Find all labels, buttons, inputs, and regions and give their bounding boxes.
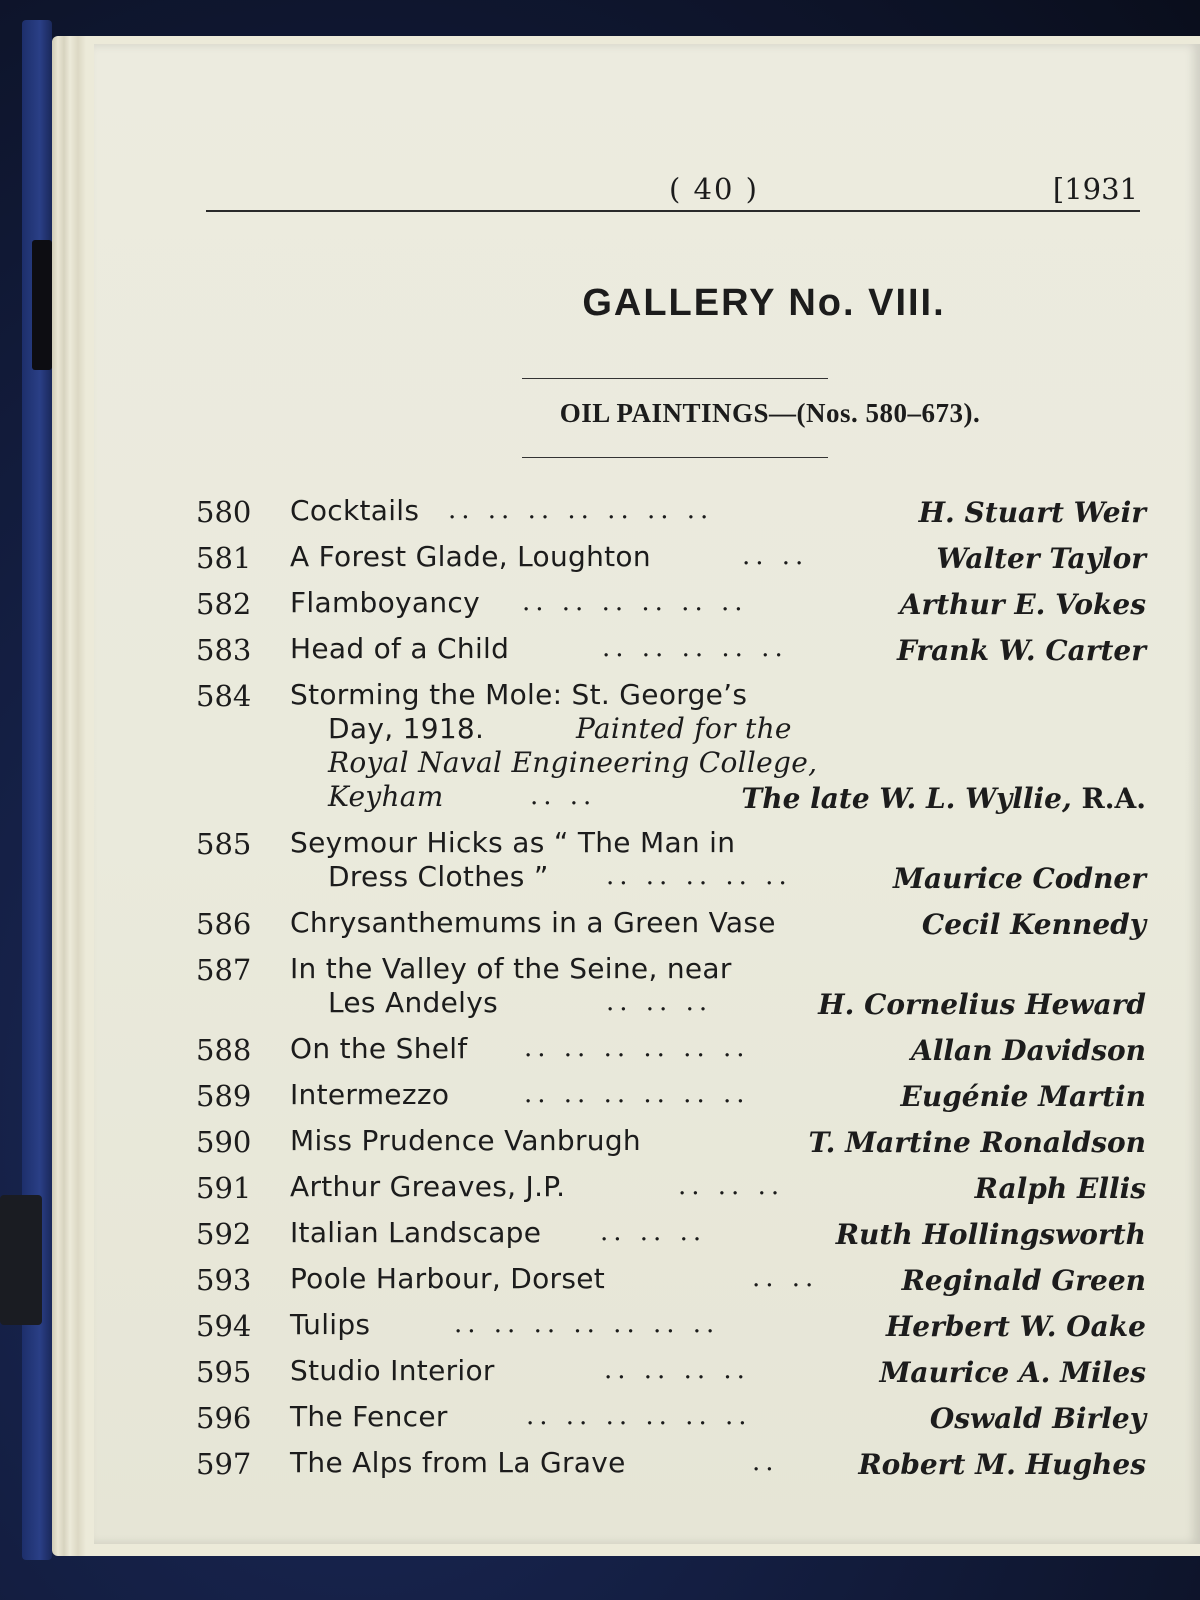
catalogue-entry: [196, 628, 1146, 674]
entry-title: Arthur Greaves, J.P.: [290, 1170, 566, 1203]
entry-title-note: Painted for the: [576, 712, 792, 745]
entry-number: 588: [196, 1033, 252, 1067]
entry-title: Head of a Child: [290, 632, 510, 665]
entry-number: 587: [196, 953, 252, 987]
entry-artist: H. Stuart Weir: [918, 496, 1146, 529]
catalogue-entry: [196, 582, 1146, 628]
dot-leader: .. .. ..: [606, 987, 713, 1017]
catalogue-page: [94, 44, 1200, 1544]
entry-number: 590: [196, 1125, 252, 1159]
entry-title: A Forest Glade, Loughton: [290, 540, 651, 573]
entry-number: 597: [196, 1447, 252, 1481]
entry-title: Tulips: [290, 1308, 371, 1341]
entry-artist: Ruth Hollingsworth: [835, 1218, 1146, 1251]
dot-leader: .. ..: [530, 781, 597, 811]
entry-artist: Cecil Kennedy: [921, 908, 1146, 941]
catalogue-entry: [196, 1442, 1146, 1488]
entry-title: The Fencer: [290, 1400, 448, 1433]
entry-artist: The late W. L. Wyllie, R.A.: [741, 782, 1146, 815]
entry-number: 596: [196, 1401, 252, 1435]
dot-leader: .. ..: [742, 541, 809, 571]
year-mark: [1931: [1052, 172, 1138, 206]
dot-leader: .. .. ..: [600, 1217, 707, 1247]
entry-artist: Maurice A. Miles: [879, 1356, 1146, 1389]
entry-number: 582: [196, 587, 252, 621]
entry-title-line: Day, 1918.: [328, 712, 485, 745]
artist-honour: R.A.: [1081, 782, 1146, 815]
catalogue-entry: [196, 1212, 1146, 1258]
dot-leader: .. .. ..: [678, 1171, 785, 1201]
entry-number: 593: [196, 1263, 252, 1297]
entry-number: 584: [196, 679, 252, 713]
catalogue-entry: [196, 674, 1146, 822]
entry-number: 586: [196, 907, 252, 941]
entry-title: On the Shelf: [290, 1032, 468, 1065]
dot-leader: .. .. .. .. .. ..: [526, 1401, 752, 1431]
entry-title: Italian Landscape: [290, 1216, 542, 1249]
entry-number: 595: [196, 1355, 252, 1389]
entry-number: 583: [196, 633, 252, 667]
section-subtitle: OIL PAINTINGS—(Nos. 580–673).: [559, 398, 981, 428]
entry-artist: Reginald Green: [901, 1264, 1146, 1297]
entry-title: Chrysanthemums in a Green Vase: [290, 906, 776, 939]
catalogue-entry: [196, 536, 1146, 582]
entry-artist: Herbert W. Oake: [885, 1310, 1146, 1343]
dot-leader: .. .. .. .. .. .. ..: [448, 495, 714, 525]
binding-clasp-top: [32, 240, 52, 370]
entry-title-note: Royal Naval Engineering College,: [328, 746, 818, 779]
catalogue-entry: [196, 1258, 1146, 1304]
dot-leader: .. .. .. .. ..: [606, 861, 792, 891]
catalogue-entry: [196, 1396, 1146, 1442]
catalogue-entry: [196, 948, 1146, 1028]
header-rule: [206, 210, 1140, 212]
entry-title: Flamboyancy: [290, 586, 480, 619]
entry-title-line: Seymour Hicks as “ The Man in: [290, 826, 736, 859]
catalogue-entry: [196, 1120, 1146, 1166]
entry-number: 591: [196, 1171, 252, 1205]
catalogue-entry: [196, 1166, 1146, 1212]
entry-artist: T. Martine Ronaldson: [808, 1126, 1146, 1159]
catalogue-list: [196, 490, 1156, 1488]
entry-title-line: In the Valley of the Seine, near: [290, 952, 732, 985]
dot-leader: ..: [752, 1447, 779, 1477]
entry-title-line: Dress Clothes ”: [328, 860, 549, 893]
page-number: ( 40 ): [669, 172, 759, 206]
dot-leader: .. .. .. .. .. ..: [524, 1079, 750, 1109]
entry-title-line: Les Andelys: [328, 986, 498, 1019]
catalogue-entry: [196, 1304, 1146, 1350]
catalogue-entry: [196, 1074, 1146, 1120]
entry-artist: Arthur E. Vokes: [899, 588, 1146, 621]
catalogue-entry: [196, 902, 1146, 948]
dot-leader: .. .. .. .. ..: [602, 633, 788, 663]
dot-leader: .. .. .. .. .. ..: [522, 587, 748, 617]
catalogue-entry: [196, 1028, 1146, 1074]
entry-artist: Frank W. Carter: [896, 634, 1146, 667]
entry-title: Miss Prudence Vanbrugh: [290, 1124, 641, 1157]
entry-artist: Oswald Birley: [929, 1402, 1146, 1435]
entry-number: 594: [196, 1309, 252, 1343]
entry-title: Studio Interior: [290, 1354, 495, 1387]
entry-artist: Maurice Codner: [893, 862, 1146, 895]
entry-title-line: Storming the Mole: St. George’s: [290, 678, 748, 711]
catalogue-entry: [196, 1350, 1146, 1396]
entry-title: Intermezzo: [290, 1078, 450, 1111]
entry-title: The Alps from La Grave: [290, 1446, 626, 1479]
binding-clasp-bottom: [0, 1195, 42, 1325]
entry-number: 580: [196, 495, 252, 529]
entry-title: Poole Harbour, Dorset: [290, 1262, 606, 1295]
entry-artist: Walter Taylor: [936, 542, 1146, 575]
dot-leader: .. .. .. .. .. ..: [524, 1033, 750, 1063]
entry-artist: Eugénie Martin: [900, 1080, 1146, 1113]
dot-leader: .. ..: [752, 1263, 819, 1293]
catalogue-entry: [196, 822, 1146, 902]
entry-artist: Robert M. Hughes: [858, 1448, 1146, 1481]
entry-artist: Allan Davidson: [911, 1034, 1146, 1067]
catalogue-entry: [196, 490, 1146, 536]
dot-leader: .. .. .. .. .. .. ..: [454, 1309, 720, 1339]
title-rule-top: [522, 378, 828, 379]
entry-number: 581: [196, 541, 252, 575]
gallery-title: GALLERY No. VIII.: [582, 282, 946, 324]
dot-leader: .. .. .. ..: [604, 1355, 750, 1385]
entry-number: 592: [196, 1217, 252, 1251]
entry-artist: Ralph Ellis: [974, 1172, 1146, 1205]
entry-number: 585: [196, 827, 252, 861]
entry-artist: H. Cornelius Heward: [818, 988, 1146, 1021]
entry-title: Cocktails: [290, 494, 420, 527]
title-rule-bottom: [522, 457, 828, 458]
entry-title-note: Keyham: [328, 780, 444, 813]
entry-number: 589: [196, 1079, 252, 1113]
